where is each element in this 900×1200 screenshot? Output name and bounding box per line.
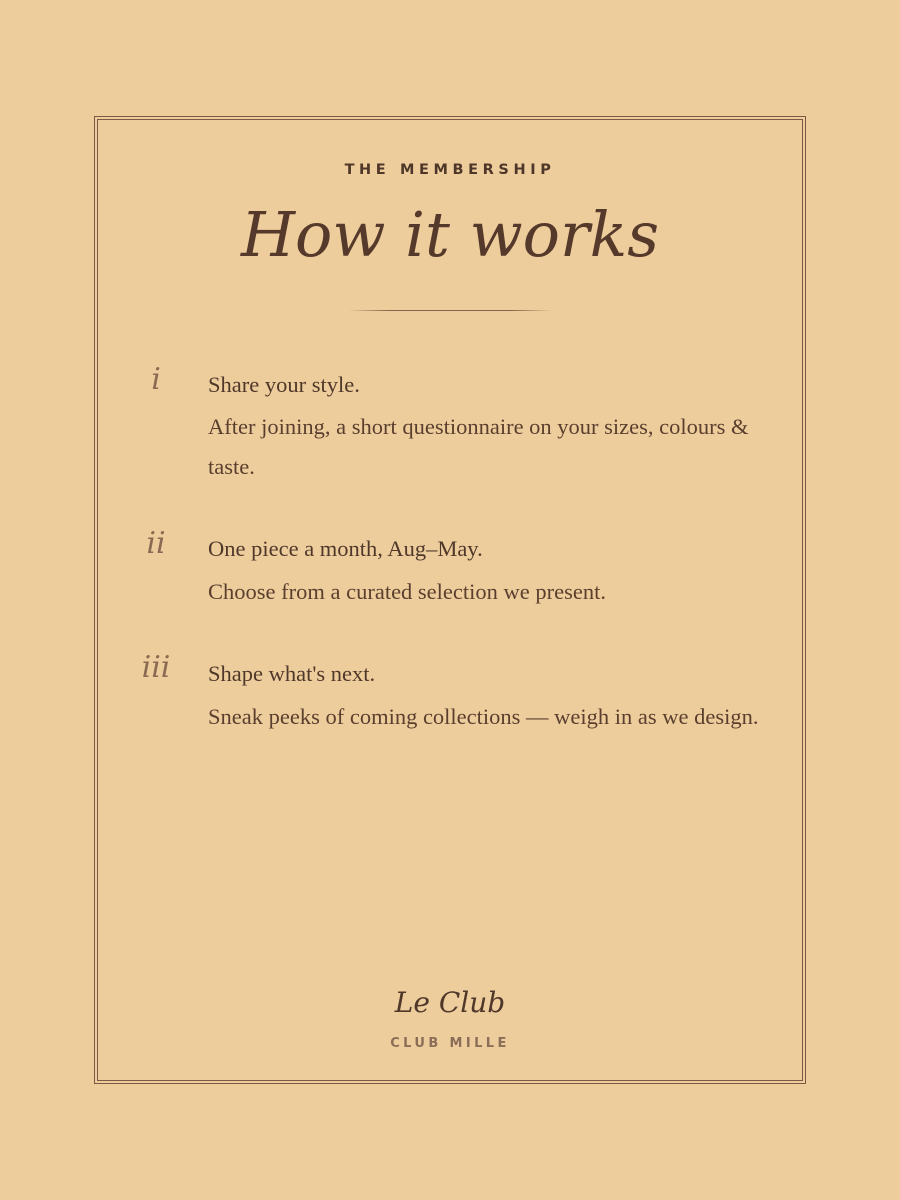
step-number: ii: [146, 526, 166, 561]
brand-logo-text: Le Club: [394, 986, 506, 1019]
step-description: Choose from a curated selection we present.: [208, 579, 606, 604]
eyebrow-label: THE MEMBERSHIP: [344, 162, 556, 178]
step-number: iii: [141, 650, 171, 685]
step-description: Sneak peeks of coming collections — weigh in as we design.: [208, 704, 759, 729]
step-heading: Share your style.: [208, 372, 360, 397]
step-number: i: [151, 362, 161, 397]
step-heading: One piece a month, Aug–May.: [208, 536, 483, 561]
step-description: After joining, a short questionnaire on your sizes, colours & taste.: [208, 414, 749, 479]
page-title: How it works: [240, 198, 660, 271]
title-divider: [348, 310, 552, 311]
club-name: CLUB MILLE: [390, 1036, 510, 1051]
step-heading: Shape what's next.: [208, 661, 376, 686]
